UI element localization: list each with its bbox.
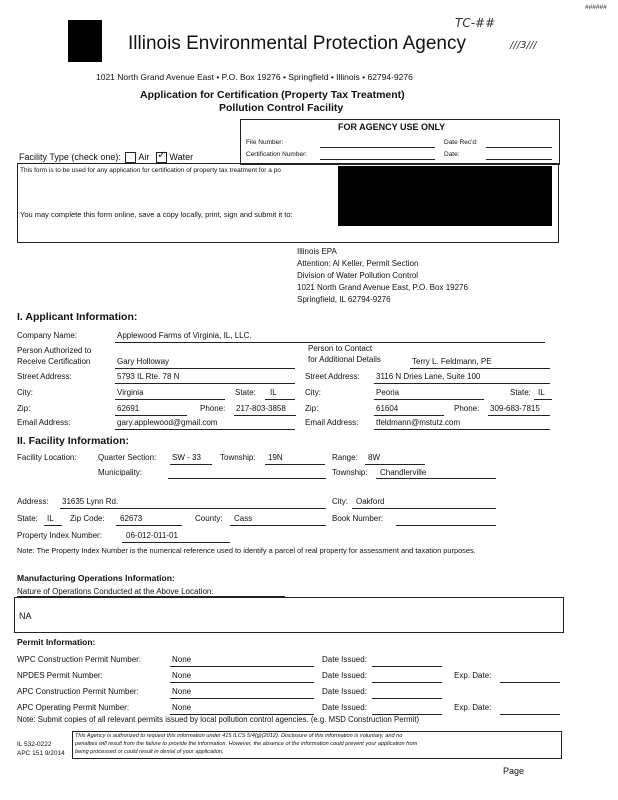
- authorized-person-value[interactable]: Gary Holloway: [117, 357, 170, 366]
- corner-mark: ######: [585, 4, 607, 11]
- range-line: [365, 464, 425, 465]
- permit-row-label: APC Operating Permit Number:: [17, 703, 130, 712]
- township-line: [265, 464, 325, 465]
- permit-row-exp-label: Exp. Date:: [454, 671, 492, 680]
- permit-row-value[interactable]: None: [172, 671, 192, 680]
- form-title: Application for Certification (Property Tax Treatment): [140, 89, 405, 101]
- instructions-line-1: This form is to be used for any application for certification of property tax treatment for a po: [20, 167, 281, 174]
- redaction-block: [338, 166, 552, 226]
- company-name-value[interactable]: Applewood Farms of Virginia, IL, LLC.: [117, 331, 252, 340]
- quarter-label: Quarter Section:: [98, 453, 157, 462]
- contact-city-line: [374, 399, 484, 400]
- pin-note: Note: The Property Index Number is the numerical reference used to identify a parcel of real property for assessment and taxation purposes.: [17, 546, 476, 555]
- email-line: [115, 429, 295, 430]
- form-subtitle: Pollution Control Facility: [219, 102, 344, 114]
- municipality-label: Municipality:: [98, 468, 143, 477]
- township-name-value[interactable]: Chandlerville: [380, 468, 427, 477]
- facility-city-label: City:: [332, 497, 348, 506]
- pin-value[interactable]: 06-012-011-01: [126, 531, 178, 540]
- range-label: Range:: [332, 453, 358, 462]
- section-2-heading: II. Facility Information:: [17, 435, 130, 447]
- contact-street-label: Street Address:: [305, 372, 360, 381]
- contact-street-line: [374, 383, 550, 384]
- facility-zip-label: Zip Code:: [70, 514, 105, 523]
- permit-heading: Permit Information:: [17, 637, 96, 647]
- state-value[interactable]: IL: [270, 388, 277, 397]
- permit-row-exp-field[interactable]: [500, 682, 560, 683]
- contact-label-1: Person to Contact: [308, 344, 373, 353]
- nature-label: Nature of Operations Conducted at the Above Location:: [17, 587, 214, 596]
- permit-row-date-label: Date Issued:: [322, 703, 367, 712]
- page-label: Page: [503, 766, 525, 776]
- mail-line-2: Attention: Al Keller, Permit Section: [297, 259, 419, 268]
- mail-line-4: 1021 North Grand Avenue East, P.O. Box 19276: [297, 283, 468, 292]
- facility-city-line: [352, 508, 496, 509]
- date-recd-field[interactable]: [486, 147, 552, 148]
- air-label: Air: [138, 152, 150, 162]
- contact-person-line: [410, 368, 550, 369]
- facility-zip-value[interactable]: 62673: [120, 514, 143, 523]
- pin-line: [122, 542, 230, 543]
- company-name-label: Company Name:: [17, 331, 78, 340]
- disclaimer-line-2: penalties will result from the failure to provide the information. However, the absence of the information could prevent your application from: [75, 741, 418, 747]
- permit-row-label: APC Construction Permit Number:: [17, 687, 139, 696]
- facility-zip-line: [116, 525, 182, 526]
- contact-email-label: Email Address:: [305, 418, 359, 427]
- street-value[interactable]: 5793 IL Rte. 78 N: [117, 372, 180, 381]
- company-name-line: [115, 342, 545, 343]
- contact-city-label: City:: [305, 388, 321, 397]
- township-name-line: [376, 478, 496, 479]
- facility-type-label: Facility Type (check one):: [19, 152, 121, 162]
- county-line: [230, 525, 326, 526]
- disclaimer-line-3: being processed or could result in denial of your application.: [75, 749, 224, 755]
- file-number-field[interactable]: [320, 147, 435, 148]
- nature-value: NA: [19, 611, 32, 621]
- mail-line-3: Division of Water Pollution Control: [297, 271, 419, 280]
- instructions-line-2: You may complete this form online, save a copy locally, print, sign and submit it to:: [20, 210, 293, 219]
- facility-type-row: [19, 152, 193, 163]
- contact-zip-line: [374, 415, 444, 416]
- phone-label: Phone:: [200, 404, 226, 413]
- street-label: Street Address:: [17, 372, 72, 381]
- municipality-line: [168, 478, 326, 479]
- pin-label: Property Index Number:: [17, 531, 102, 540]
- facility-city-value[interactable]: Oakford: [356, 497, 385, 506]
- authorized-person-line: [115, 368, 295, 369]
- email-label: Email Address:: [17, 418, 71, 427]
- form-id-1: IL 532-0222: [17, 741, 52, 748]
- contact-phone-label: Phone:: [454, 404, 480, 413]
- county-label: County:: [195, 514, 223, 523]
- permit-row-value[interactable]: None: [172, 687, 192, 696]
- agency-use-heading: FOR AGENCY USE ONLY: [338, 122, 446, 132]
- permit-row-date-field[interactable]: [372, 682, 442, 683]
- permit-row-label: NPDES Permit Number:: [17, 671, 103, 680]
- permit-row-date-label: Date Issued:: [322, 687, 367, 696]
- agency-address: 1021 North Grand Avenue East • P.O. Box 19276 • Springfield • Illinois • 62794-9276: [96, 72, 413, 82]
- contact-state-label: State:: [510, 388, 531, 397]
- township-name-label: Township:: [332, 468, 368, 477]
- city-label: City:: [17, 388, 33, 397]
- handwritten-code: TC-##: [455, 16, 496, 30]
- street-line: [115, 383, 295, 384]
- city-line: [115, 399, 225, 400]
- range-value[interactable]: 8W: [368, 453, 380, 462]
- permit-row-line: [170, 666, 314, 667]
- water-checkbox[interactable]: [156, 152, 167, 163]
- mail-line-5: Springfield, IL 62794-9276: [297, 295, 391, 304]
- logo-block: [68, 20, 102, 62]
- contact-person-value[interactable]: Terry L. Feldmann, PE: [412, 357, 492, 366]
- permit-row-date-label: Date Issued:: [322, 655, 367, 664]
- township-label: Township:: [220, 453, 256, 462]
- cert-number-field[interactable]: [320, 159, 435, 160]
- permit-row-line: [170, 698, 314, 699]
- permit-row-exp-label: Exp. Date:: [454, 703, 492, 712]
- contact-zip-label: Zip:: [305, 404, 319, 413]
- date-label: Date:: [444, 151, 460, 158]
- facility-state-line: [44, 525, 62, 526]
- state-label: State:: [235, 388, 256, 397]
- contact-phone-line: [488, 415, 550, 416]
- permit-row-date-field[interactable]: [372, 666, 442, 667]
- phone-value[interactable]: 217-803-3858: [236, 404, 286, 413]
- contact-email-value[interactable]: tfeldmann@mstutz.com: [376, 418, 461, 427]
- permit-row-value[interactable]: None: [172, 655, 192, 664]
- quarter-line: [170, 464, 212, 465]
- contact-zip-value[interactable]: 61604: [376, 404, 399, 413]
- zip-label: Zip:: [17, 404, 31, 413]
- file-number-label: File Number:: [246, 139, 284, 146]
- date-field[interactable]: [486, 159, 552, 160]
- contact-street-value[interactable]: 3116 N Dries Lane, Suite 100: [376, 372, 481, 381]
- permit-row-line: [170, 682, 314, 683]
- book-label: Book Number:: [332, 514, 384, 523]
- township-value[interactable]: 19N: [268, 453, 283, 462]
- zip-line: [115, 415, 187, 416]
- facility-address-label: Address:: [17, 497, 49, 506]
- facility-state-value[interactable]: IL: [47, 514, 54, 523]
- permit-row-value[interactable]: None: [172, 703, 192, 712]
- facility-location-label: Facility Location:: [17, 453, 77, 462]
- permit-row-label: WPC Construction Permit Number:: [17, 655, 142, 664]
- contact-phone-value[interactable]: 309-683-7815: [490, 404, 540, 413]
- facility-address-line: [60, 508, 326, 509]
- contact-label-2: for Additional Details: [308, 355, 381, 364]
- section-1-heading: I. Applicant Information:: [17, 311, 138, 323]
- air-checkbox[interactable]: [125, 152, 136, 163]
- city-value[interactable]: Virginia: [117, 388, 144, 397]
- mail-line-1: Illinois EPA: [297, 247, 337, 256]
- zip-value[interactable]: 62691: [117, 404, 140, 413]
- agency-name: Illinois Environmental Protection Agency: [128, 33, 466, 54]
- disclaimer-line-1: This Agency is authorized to request this information under 415 ILCS 5/4(g)(2012). Disclosure of this information is voluntary, and no: [75, 733, 403, 739]
- permit-note: Note: Submit copies of all relevant permits issued by local pollution control agencies. (e.g. MSD Construction Permit): [17, 715, 420, 724]
- manufacturing-heading: Manufacturing Operations Information:: [17, 573, 175, 583]
- contact-state-value[interactable]: IL: [538, 388, 545, 397]
- permit-row-exp-field[interactable]: [500, 714, 560, 715]
- facility-address-value[interactable]: 31635 Lynn Rd.: [62, 497, 119, 506]
- book-line: [396, 525, 496, 526]
- contact-city-value[interactable]: Peoria: [376, 388, 400, 397]
- facility-state-label: State:: [17, 514, 38, 523]
- contact-state-line: [534, 399, 552, 400]
- authorized-label-2: Receive Certification: [17, 357, 91, 366]
- phone-line: [234, 415, 296, 416]
- permit-row-date-label: Date Issued:: [322, 671, 367, 680]
- nature-box[interactable]: [14, 597, 564, 633]
- form-id-2: APC 151 9/2014: [17, 750, 65, 757]
- email-value[interactable]: gary.applewood@gmail.com: [117, 418, 218, 427]
- cert-number-label: Certification Number:: [246, 151, 308, 158]
- handwritten-stamp: ///3///: [510, 40, 537, 51]
- authorized-label-1: Person Authorized to: [17, 346, 92, 355]
- contact-email-line: [374, 429, 550, 430]
- water-label: Water: [169, 152, 194, 162]
- county-value[interactable]: Cass: [234, 514, 253, 523]
- permit-row-date-field[interactable]: [372, 698, 442, 699]
- quarter-value[interactable]: SW - 33: [172, 453, 201, 462]
- state-line: [265, 399, 295, 400]
- date-recd-label: Date Rec'd:: [444, 139, 478, 146]
